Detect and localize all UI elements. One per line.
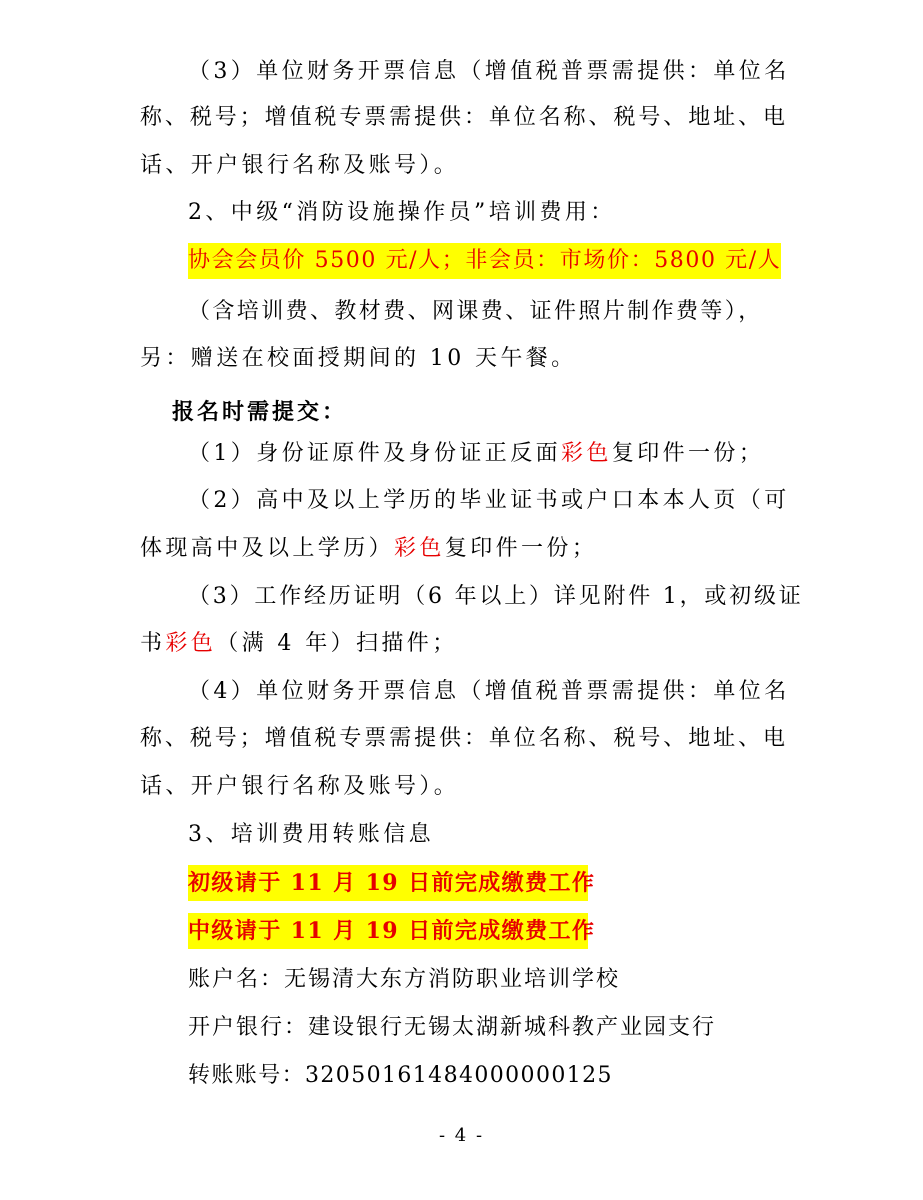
list-item	[140, 532, 785, 566]
paragraph-line: 称、税号；增值税专票需提供：单位名称、税号、地址、电	[140, 726, 785, 751]
page-number: - 4 -	[438, 1125, 485, 1146]
section-heading-intermediate-fee: 2、中级“消防设施操作员”培训费用：	[188, 200, 616, 225]
list-item-text: （满 4 年）扫描件；	[216, 631, 458, 656]
deadline-primary: 初级请于 11 月 19 日前完成缴费工作	[188, 870, 596, 896]
list-item-text: 复印件一份；	[444, 536, 598, 561]
color-emphasis: 彩色	[165, 631, 217, 656]
price-line: 协会会员价 5500 元/人；非会员：市场价：5800 元/人	[188, 248, 782, 273]
paragraph-line: 称、税号；增值税专票需提供：单位名称、税号、地址、电	[140, 105, 785, 130]
list-item-text: （1）身份证原件及身份证正反面	[188, 441, 561, 466]
account-number: 转账账号：32050161484000000125	[188, 1063, 613, 1088]
list-item: （3）工作经历证明（6 年以上）详见附件 1，或初级证	[188, 584, 804, 609]
paragraph-line: （3）单位财务开票信息（增值税普票需提供：单位名	[188, 59, 790, 84]
submission-heading: 报名时需提交：	[172, 399, 348, 425]
color-emphasis: 彩色	[561, 441, 612, 466]
list-item-text: 复印件一份；	[611, 441, 765, 466]
list-item-text: 体现高中及以上学历）	[140, 536, 395, 561]
section-heading-transfer-info: 3、培训费用转账信息	[188, 822, 434, 847]
list-item-text: 书	[140, 631, 166, 656]
list-item	[188, 437, 785, 471]
paragraph-line: 话、开户银行名称及账号）。	[140, 774, 460, 799]
list-item	[140, 627, 785, 661]
account-name: 账户名：无锡清大东方消防职业培训学校	[188, 967, 621, 992]
color-emphasis: 彩色	[394, 536, 445, 561]
paragraph-line: 话、开户银行名称及账号）。	[140, 153, 460, 178]
list-item: （2）高中及以上学历的毕业证书或户口本本人页（可	[188, 488, 790, 513]
paragraph-line: （含培训费、教材费、网课费、证件照片制作费等），	[188, 299, 763, 324]
paragraph-line: 另：赠送在校面授期间的 10 天午餐。	[140, 346, 577, 371]
list-item: （4）单位财务开票信息（增值税普票需提供：单位名	[188, 679, 790, 704]
bank-name: 开户银行：建设银行无锡太湖新城科教产业园支行	[188, 1015, 717, 1040]
deadline-intermediate: 中级请于 11 月 19 日前完成缴费工作	[188, 918, 596, 944]
